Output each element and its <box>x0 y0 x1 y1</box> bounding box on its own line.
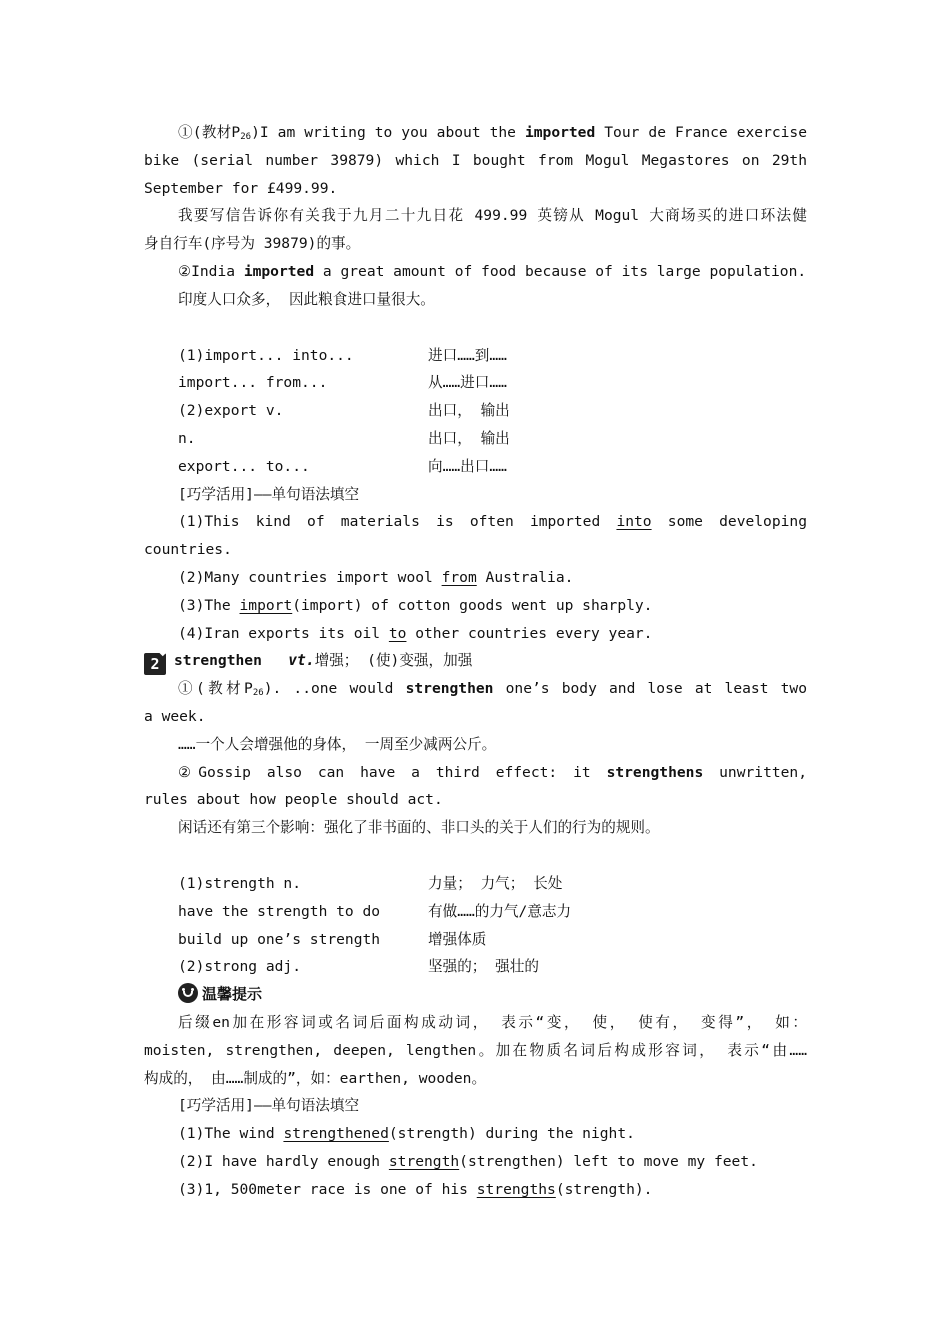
example-sentence-cont: a week. <box>144 707 206 725</box>
usage-notes <box>144 870 807 981</box>
note-row: n. 出口， 输出 <box>178 429 510 447</box>
example-sentence-cont: bike (serial number 39879) which I bought from Mogul Megastores on 29th <box>144 151 807 169</box>
example-sentence-cont: rules about how people should act. <box>144 791 443 809</box>
translation: 印度人口众多， 因此粮食进口量很大。 <box>178 290 435 308</box>
headword: strengthen <box>174 652 262 670</box>
document-page <box>144 119 807 1203</box>
translation: 闲话还有第三个影响：强化了非书面的、非口头的关于人们的行为的规则。 <box>178 819 660 837</box>
keyword: imported <box>524 124 596 141</box>
practice-question-cont: countries. <box>144 541 232 559</box>
keyword: strengthen <box>405 680 494 698</box>
translation-cont: 身自行车(序号为 39879)的事。 <box>144 235 361 253</box>
example-sentence-cont: September for £499.99. <box>144 179 338 197</box>
keyword: strengthens <box>606 763 704 781</box>
answer-blank: into <box>616 513 652 531</box>
answer-blank: strengthened <box>283 1125 389 1143</box>
example-sentence: ②India imported a great amount of food because of its large population. <box>178 262 807 280</box>
word-entry-heading <box>144 647 807 675</box>
note-row: (1)strength n. 力量； 力气； 长处 <box>178 874 563 892</box>
example-sentence: ①(教材$P_{26}$). ..one would strengthen one’s body and lose at least two <box>178 680 807 699</box>
note-row: export... to... 向……出口…… <box>178 457 507 475</box>
number-badge: 2 <box>144 653 166 675</box>
answer-blank: strengths <box>476 1180 556 1198</box>
note-row: build up one’s strength 增强体质 <box>178 930 487 948</box>
keyword: imported <box>243 262 315 280</box>
note-row: (1)import... into... 进口……到…… <box>178 346 507 364</box>
practice-question: (3)1, 500meter race is one of his strengths(strength). <box>178 1180 653 1198</box>
note-row: have the strength to do 有做……的力气/意志力 <box>178 902 572 920</box>
tip-text: moisten, strengthen, deepen, lengthen。加在物质名词后构成形容词， 表示“由…… <box>144 1041 807 1059</box>
translation: 我要写信告诉你有关我于九月二十九日花 499.99 英镑从 Mogul 大商场买的进口环法健 <box>178 207 807 225</box>
usage-notes <box>144 342 807 481</box>
smiley-icon <box>178 983 198 1003</box>
practice-question: (2)Many countries import wool from Australia. <box>178 568 574 586</box>
practice-heading: [巧学活用]——单句语法填空 <box>178 1097 360 1115</box>
note-row: (2)export v. 出口， 输出 <box>178 402 510 420</box>
practice-heading: [巧学活用]——单句语法填空 <box>178 485 360 503</box>
answer-blank: from <box>441 568 477 586</box>
note-row: import... from... 从……进口…… <box>178 374 507 392</box>
practice-question: (3)The import(import) of cotton goods went up sharply. <box>178 596 653 614</box>
tip-text: 构成的， 由……制成的”，如：earthen, wooden。 <box>144 1069 487 1087</box>
note-row: (2)strong adj. 坚强的； 强壮的 <box>178 958 539 976</box>
example-sentence: ①(教材$P_{26})I$ am writing to you about the imported Tour de France exercise <box>178 124 807 142</box>
tip-heading: 温馨提示 <box>144 981 807 1009</box>
answer-blank: to <box>388 624 407 642</box>
part-of-speech: vt. <box>288 652 315 670</box>
answer-blank: import <box>239 596 293 614</box>
answer-blank: strength <box>388 1152 460 1170</box>
practice-question: (4)Iran exports its oil to other countries every year. <box>178 624 653 642</box>
practice-question: (1)This kind of materials is often imported into some developing <box>178 513 807 531</box>
tip-text: 后缀en加在形容词或名词后面构成动词， 表示“变， 使， 使有， 变得”， 如： <box>178 1013 807 1031</box>
example-sentence: ②Gossip also can have a third effect: it strengthens unwritten, <box>178 763 807 781</box>
practice-question: (1)The wind strengthened(strength) during the night. <box>178 1125 635 1143</box>
translation: ……一个人会增强他的身体， 一周至少减两公斤。 <box>178 735 497 753</box>
word-meaning: 增强； (使)变强，加强 <box>314 652 473 670</box>
practice-question: (2)I have hardly enough strength(strengthen) left to move my feet. <box>178 1152 758 1170</box>
